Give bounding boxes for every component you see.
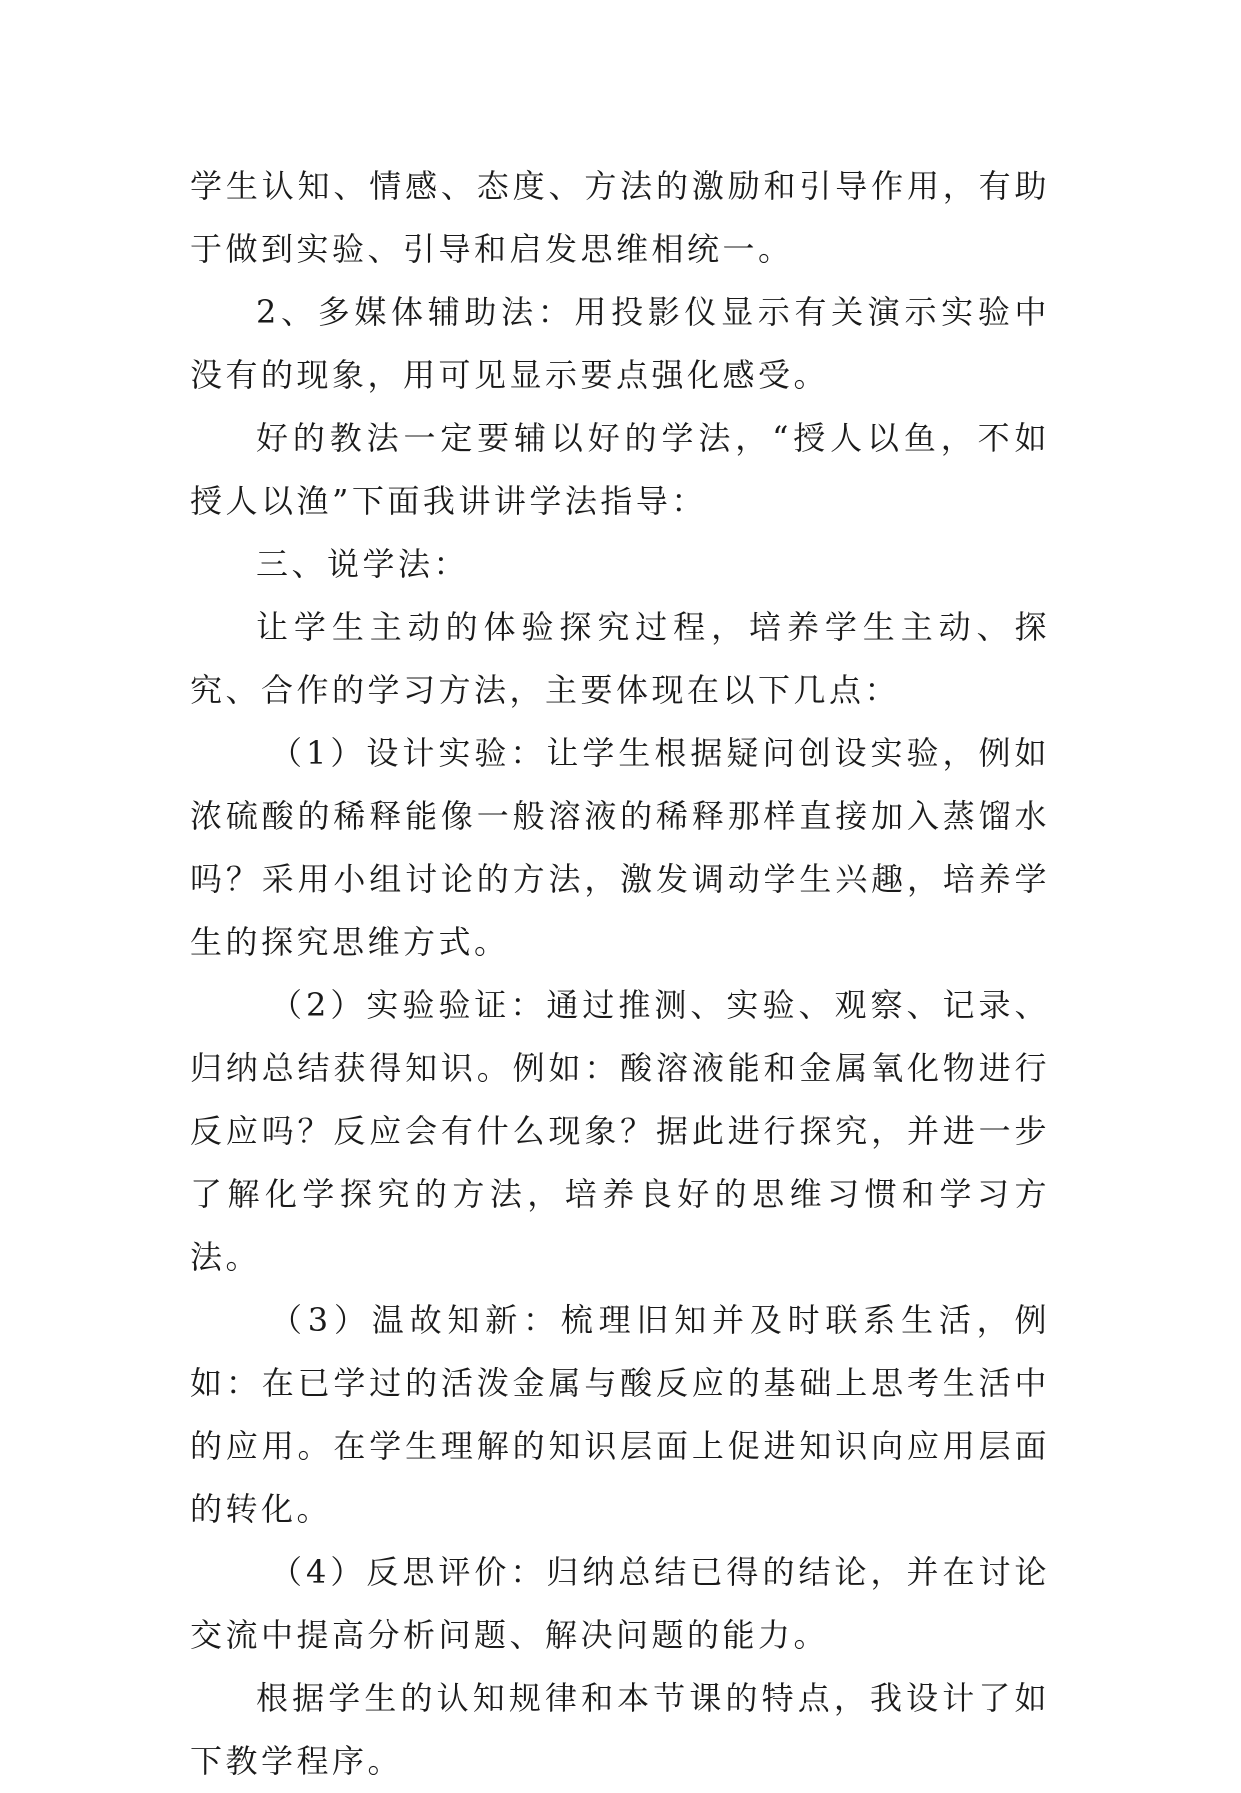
list-item-review-knowledge: （3）温故知新：梳理旧知并及时联系生活，例如：在已学过的活泼金属与酸反应的基础上思考生活中的应用。在学生理解的知识层面上促进知识向应用层面的转化。 <box>190 1301 1050 1528</box>
section-heading-learning-method: 三、说学法： <box>256 545 470 583</box>
list-item-design-experiment: （1）设计实验：让学生根据疑问创设实验，例如浓硫酸的稀释能像一般溶液的稀释那样直接加入蒸馏水吗？采用小组讨论的方法，激发调动学生兴趣，培养学生的探究思维方式。 <box>190 734 1050 961</box>
paragraph-multimedia-method: 2、多媒体辅助法：用投影仪显示有关演示实验中没有的现象，用可见显示要点强化感受。 <box>190 293 1050 394</box>
paragraph-learning-intro: 让学生主动的体验探究过程，培养学生主动、探究、合作的学习方法，主要体现在以下几点： <box>190 608 1050 709</box>
paragraph-continuation: 学生认知、情感、态度、方法的激励和引导作用，有助于做到实验、引导和启发思维相统一。 <box>190 167 1050 268</box>
paragraph-teaching-procedure: 根据学生的认知规律和本节课的特点，我设计了如下教学程序。 <box>190 1679 1050 1780</box>
paragraph-teaching-learning: 好的教法一定要辅以好的学法，“授人以鱼，不如授人以渔”下面我讲讲学法指导： <box>190 419 1050 520</box>
list-item-verify-experiment: （2）实验验证：通过推测、实验、观察、记录、归纳总结获得知识。例如：酸溶液能和金属氧化物进行反应吗？反应会有什么现象？据此进行探究，并进一步了解化学探究的方法，培养良好的思维习惯和学习方法。 <box>190 986 1050 1276</box>
document-body <box>190 155 1050 1793</box>
list-item-reflection: （4）反思评价：归纳总结已得的结论，并在讨论交流中提高分析问题、解决问题的能力。 <box>190 1553 1050 1654</box>
